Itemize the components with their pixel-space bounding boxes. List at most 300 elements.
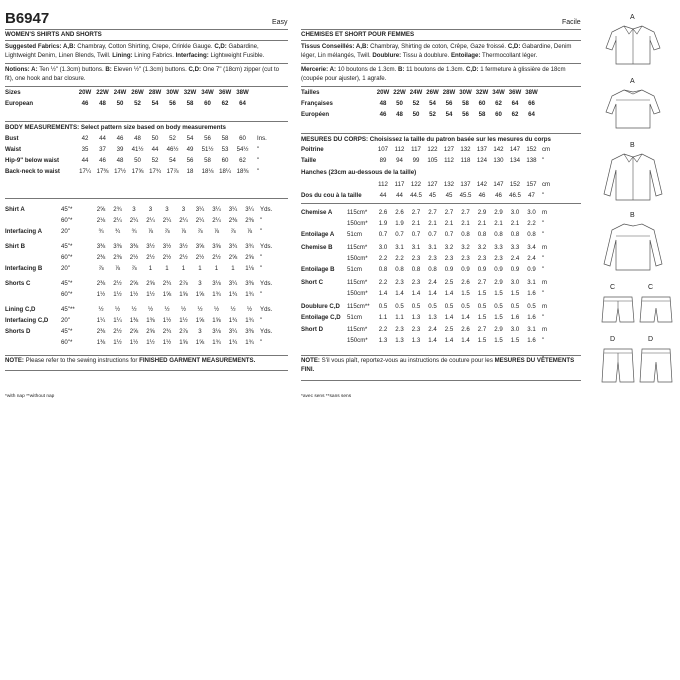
yardage-cell: 2.4 xyxy=(510,255,520,262)
yardage-cell: 1.3 xyxy=(395,337,404,344)
yardage-cell: 2¾ xyxy=(162,280,172,287)
size-cell: 26W xyxy=(131,89,144,96)
size-cell: 26W xyxy=(426,89,439,96)
yardage-cell: 1.4 xyxy=(444,314,454,321)
row-label: Chemise B xyxy=(301,244,333,251)
row-label: Shorts C xyxy=(5,280,31,287)
yardage-cell: 2.9 xyxy=(477,209,487,216)
size-cell: 36W xyxy=(508,89,522,96)
yardage-cell: 1.5 xyxy=(510,290,520,297)
yardage-cell: 2.4 xyxy=(527,255,536,262)
yardage-cell: 1.5 xyxy=(477,337,487,344)
unit-label: " xyxy=(542,314,545,321)
yardage-cell: 3⅛ xyxy=(212,328,221,335)
european-size-cell: 60 xyxy=(495,111,502,118)
yardage-cell: 0.5 xyxy=(527,303,536,310)
yardage-cell: 1.1 xyxy=(395,314,404,321)
yardage-cell: 3.3 xyxy=(494,244,503,251)
size-cell: 20W xyxy=(376,89,390,96)
unit-label: Yds. xyxy=(260,280,273,287)
french-size-cell: 48 xyxy=(379,100,387,107)
notions-en: Notions: A: Ten ½" (1.3cm) buttons. B: Eleven ½" (1.3cm) buttons. C,D: One 7" (18cm) zipper (cut to fit), one hook and bar closure. xyxy=(5,66,280,82)
measurement-cell: 137 xyxy=(476,146,488,153)
yardage-cell: 0.9 xyxy=(527,266,536,273)
yardage-cell: 2⅜ xyxy=(96,254,106,261)
yardage-cell: 2⅝ xyxy=(96,206,106,213)
yardage-cell: ¾ xyxy=(131,228,137,235)
yardage-cell: ½ xyxy=(147,306,154,313)
body-measurements-heading-fr: MESURES DU CORPS: Choisissez la taille du patron basée sur les mesures du corps xyxy=(301,136,551,143)
yardage-cell: 1½ xyxy=(162,339,172,346)
french-size-cell: 50 xyxy=(396,100,403,107)
yardage-cell: 2.9 xyxy=(494,209,503,216)
measurement-cell: 94 xyxy=(396,157,403,164)
hanches-row xyxy=(301,180,581,190)
measurement-cell: 46½ xyxy=(166,146,179,153)
unit-label: cm xyxy=(542,146,551,153)
size-cell: 38W xyxy=(525,89,538,96)
measurement-cell: 60 xyxy=(221,157,229,164)
yardage-cell: 2.3 xyxy=(444,255,454,262)
yardage-cell: 1.1 xyxy=(378,314,388,321)
yardage-cell: 1.4 xyxy=(428,290,437,297)
difficulty-en: Easy xyxy=(272,19,288,26)
yardage-cell: 2.3 xyxy=(395,326,404,333)
yardage-cell: 3½ xyxy=(146,243,155,250)
measurement-cell: 48 xyxy=(134,135,141,142)
yardage-cell: 1.4 xyxy=(395,290,404,297)
shorts-c-illustration xyxy=(598,294,678,326)
yardage-cell: 2.9 xyxy=(494,279,503,286)
shirt-a-back-illustration xyxy=(602,86,664,132)
fabric-width: 20" xyxy=(61,317,70,324)
section-title-fr: CHEMISES ET SHORT POUR FEMMES xyxy=(301,31,415,38)
yardage-cell: 3.3 xyxy=(510,244,520,251)
fabric-width: 60"* xyxy=(61,339,73,346)
yardage-cell: 3.4 xyxy=(527,244,536,251)
yardage-cell: 1.4 xyxy=(461,314,470,321)
unit-label: " xyxy=(257,146,260,153)
measurement-cell: 46 xyxy=(495,192,502,199)
measurement-cell: 122 xyxy=(427,146,438,153)
measurement-cell: 45 xyxy=(445,192,453,199)
yardage-cell: 2¼ xyxy=(162,217,172,224)
measurement-cell: 50 xyxy=(134,157,141,164)
yardage-cell: 0.7 xyxy=(395,231,404,238)
yardage-cell: 0.8 xyxy=(477,231,487,238)
yardage-cell: 1¾ xyxy=(228,291,238,298)
measurement-cell: 46 xyxy=(478,192,486,199)
yardage-cell: 1 xyxy=(148,265,153,272)
size-cell: 20W xyxy=(78,89,92,96)
unit-label: " xyxy=(260,339,263,346)
row-label: Interfacing B xyxy=(5,265,43,272)
yardage-cell: 2½ xyxy=(212,254,221,261)
yardage-cell: 2.9 xyxy=(494,326,503,333)
size-cell: 28W xyxy=(442,89,456,96)
yardage-cell: 2.5 xyxy=(444,326,454,333)
row-label: Shorts D xyxy=(5,328,31,335)
size-cell: 36W xyxy=(218,89,232,96)
yardage-cell: 1.4 xyxy=(444,337,454,344)
yardage-cell: 3.0 xyxy=(527,209,536,216)
yardage-cell: 3.1 xyxy=(395,244,404,251)
yardage-cell: 3.1 xyxy=(428,244,437,251)
measurement-cell: 147 xyxy=(509,146,521,153)
measurement-cell: 53 xyxy=(221,146,229,153)
yardage-cell: 3 xyxy=(198,280,202,287)
yardage-cell: 2.3 xyxy=(428,255,437,262)
size-chart-fr: Tailles 20W 22W 24W 26W 28W 30W 32W 34W 36W 38W Françaises 48 50 52 54 56 58 60 62 64 66 Européen 46 48 50 52 54 56 58 60 62 64 xyxy=(301,89,538,118)
view-label: D xyxy=(648,336,654,343)
yardage-cell: 1½ xyxy=(113,339,122,346)
yardage-cell: 1⅝ xyxy=(179,339,188,346)
yardage-cell: 2.6 xyxy=(395,209,404,216)
measurement-cell: 17⅝ xyxy=(131,168,144,175)
yardage-cell: 2.7 xyxy=(444,209,454,216)
measurement-cell: 44 xyxy=(99,135,106,142)
yardage-cell: ⅞ xyxy=(131,265,137,272)
yardage-cell: 0.5 xyxy=(395,303,404,310)
french-size-cell: 60 xyxy=(478,100,486,107)
measurement-cell: 127 xyxy=(443,146,455,153)
measurement-cell: 42 xyxy=(81,135,89,142)
yardage-cell: 1⅝ xyxy=(195,317,205,324)
row-label: Interfacing C,D xyxy=(5,317,49,324)
measurement-cell: 52 xyxy=(169,135,176,142)
yardage-cell: 1.3 xyxy=(411,337,421,344)
view-label: C xyxy=(648,284,654,291)
row-label: Waist xyxy=(5,146,22,153)
shirt-a-front-illustration xyxy=(602,22,664,68)
yardage-cell: 3¾ xyxy=(228,243,238,250)
french-section xyxy=(301,0,582,680)
yardage-cell: 1½ xyxy=(113,291,122,298)
measurement-cell: 112 xyxy=(394,146,405,153)
yardage-cell: 2.7 xyxy=(428,209,437,216)
measurement-cell: 17¼ xyxy=(79,168,91,175)
french-size-cell: 56 xyxy=(445,100,453,107)
yardage-cell: 0.5 xyxy=(494,303,503,310)
body-measurements-heading-en: BODY MEASUREMENTS: Select pattern size based on body measurements xyxy=(5,124,226,131)
shirt-b-back-illustration xyxy=(600,220,666,274)
yardage-cell: 1.3 xyxy=(378,337,388,344)
section-title-en: WOMEN'S SHIRTS AND SHORTS xyxy=(5,31,102,38)
european-size-cell: 50 xyxy=(412,111,420,118)
yardage-cell: ⅞ xyxy=(114,265,121,272)
unit-label: Yds. xyxy=(260,243,273,250)
fabric-width: 115cm* xyxy=(347,279,368,286)
european-size-cell: 62 xyxy=(221,100,229,107)
yardage-cell: 2½ xyxy=(129,254,139,261)
shorts-d-illustration xyxy=(598,346,678,386)
yardage-cell: 1.6 xyxy=(527,337,536,344)
yardage-cell: 3⅜ xyxy=(113,243,122,250)
measurement-cell: 58 xyxy=(221,135,229,142)
measurement-cell: 46 xyxy=(116,135,124,142)
measurement-cell: 45.5 xyxy=(459,192,472,199)
footnote-fr: *avec sens **sans sens xyxy=(301,394,352,399)
measurement-cell: 41½ xyxy=(131,146,144,153)
yardage-cell: 1.5 xyxy=(494,314,503,321)
measurement-cell: 157 xyxy=(526,181,537,188)
yardage-cell: 1.5 xyxy=(461,290,470,297)
row-label: Poitrine xyxy=(301,146,324,153)
unit-label: Yds. xyxy=(260,206,273,213)
yardage-cell: 1.4 xyxy=(378,290,388,297)
european-size-cell: 56 xyxy=(462,111,469,118)
yardage-cell: 1½ xyxy=(146,291,155,298)
yardage-cell: 1¼ xyxy=(96,317,106,324)
yardage-cell: 3.0 xyxy=(510,279,520,286)
yardage-cell: 3.1 xyxy=(527,326,536,333)
yardage-cell: 2.1 xyxy=(428,220,437,227)
yardage-cell: 3.2 xyxy=(461,244,470,251)
unit-label: m xyxy=(542,209,548,216)
yardage-cell: 2.3 xyxy=(494,255,503,262)
yardage-cell: 1⅜ xyxy=(146,317,155,324)
yardage-cell: 3.0 xyxy=(510,209,520,216)
yardage-cell: 2⅛ xyxy=(96,217,106,224)
yardage-cell: 2.2 xyxy=(395,255,404,262)
yardage-cell: 1½ xyxy=(162,317,172,324)
yardage-cell: 2.7 xyxy=(477,279,487,286)
yardage-cell: 3.2 xyxy=(477,244,487,251)
yardage-cell: 1¼ xyxy=(113,317,122,324)
european-size-cell: 48 xyxy=(99,100,106,107)
yardage-cell: 1⅜ xyxy=(129,317,139,324)
row-label: Doublure C,D xyxy=(301,303,340,310)
yardage-cell: ¾ xyxy=(114,228,121,235)
yardage-cell: 0.9 xyxy=(461,266,470,273)
yardage-cell: 0.8 xyxy=(378,266,388,273)
size-cell: 32W xyxy=(183,89,197,96)
unit-label: m xyxy=(542,303,548,310)
measurement-cell: 142 xyxy=(493,146,504,153)
yardage-cell: 3⅜ xyxy=(96,243,106,250)
measurement-cell: 44 xyxy=(379,192,387,199)
yardage-cell: 2¼ xyxy=(212,217,221,224)
unit-label: " xyxy=(260,217,263,224)
yardage-cell: 1⅝ xyxy=(212,317,221,324)
measurement-cell: 35 xyxy=(81,146,89,153)
french-size-cell: 58 xyxy=(462,100,469,107)
body-measurements-table-fr xyxy=(301,145,581,167)
yardage-cell: ½ xyxy=(98,306,104,313)
yardage-cell: 2.2 xyxy=(378,326,388,333)
measurement-cell: 49 xyxy=(186,146,194,153)
yardage-cell: 2.1 xyxy=(477,220,487,227)
yardage-cell: 0.7 xyxy=(428,231,437,238)
measurement-cell: 132 xyxy=(460,146,471,153)
size-cell: 22W xyxy=(96,89,109,96)
unit-label: " xyxy=(257,157,260,164)
yardage-cell: 3 xyxy=(132,206,136,213)
french-size-cell: 52 xyxy=(412,100,420,107)
measurement-cell: 17¾ xyxy=(149,168,161,175)
yardage-cell: 1.4 xyxy=(428,337,437,344)
european-size-cell: 50 xyxy=(116,100,124,107)
yardage-cell: 2.3 xyxy=(411,255,421,262)
unit-label: " xyxy=(260,265,263,272)
yardage-cell: 2⅞ xyxy=(179,328,188,335)
measurement-cell: 99 xyxy=(412,157,420,164)
measurement-cell: 18⅛ xyxy=(201,168,214,175)
european-size-cell: 64 xyxy=(239,100,246,107)
european-size-cell: 52 xyxy=(134,100,141,107)
yardage-cell: 2⅝ xyxy=(129,328,139,335)
size-cell: 30W xyxy=(166,89,179,96)
suggested-fabrics-fr: Tissus Conseillés: A,B: Chambray, Shirting de coton, Crêpe, Gaze froissé. C,D: Gabardine, Denim léger, Lin mélangés, Twill. Doublure: Tissu à doublure. Entoilage: Thermocollant léger. xyxy=(301,43,572,59)
yardage-cell: 2⅝ xyxy=(146,280,155,287)
yardage-cell: 0.8 xyxy=(527,231,536,238)
row-label: Chemise A xyxy=(301,209,333,216)
fabric-width: 115cm* xyxy=(347,326,368,333)
measurement-cell: 137 xyxy=(460,181,471,188)
yardage-cell: 2.7 xyxy=(461,209,470,216)
yardage-cell: 3¼ xyxy=(245,206,254,213)
yardage-table-fr xyxy=(301,205,581,355)
yardage-cell: 3 xyxy=(165,206,169,213)
measurement-cell: 134 xyxy=(509,157,521,164)
measurement-cell: 54 xyxy=(169,157,176,164)
european-size-cell: 62 xyxy=(511,111,519,118)
yardage-cell: 1½ xyxy=(96,291,106,298)
yardage-cell: 1 xyxy=(214,265,219,272)
measurement-cell: 39 xyxy=(116,146,124,153)
yardage-cell: 1½ xyxy=(179,317,188,324)
yardage-cell: 2¼ xyxy=(129,217,139,224)
row-label: Entoilage B xyxy=(301,266,335,273)
yardage-cell: 1.5 xyxy=(477,290,487,297)
yardage-cell: ⅞ xyxy=(213,228,220,235)
measurement-cell: 105 xyxy=(427,157,438,164)
row-label: Back-neck to waist xyxy=(5,168,60,175)
yardage-cell: 1⅝ xyxy=(195,339,205,346)
size-chart-en: Sizes 20W 22W 24W 26W 28W 30W 32W 34W 36W 38W European 46 48 50 52 54 56 58 60 62 64 xyxy=(5,89,249,107)
yardage-cell: 1.4 xyxy=(444,290,454,297)
row-label: Bust xyxy=(5,135,19,142)
unit-label: " xyxy=(260,228,263,235)
yardage-cell: 3.2 xyxy=(444,244,454,251)
yardage-cell: 2½ xyxy=(179,254,188,261)
measurement-cell: 18⅜ xyxy=(236,168,249,175)
view-label: A xyxy=(630,78,635,85)
yardage-cell: 0.9 xyxy=(477,266,487,273)
fabric-width: 60"* xyxy=(61,291,73,298)
pattern-number: B6947 xyxy=(5,10,50,27)
yardage-cell: 3⅜ xyxy=(245,280,254,287)
yardage-table-en xyxy=(5,205,288,355)
french-size-cell: 54 xyxy=(429,100,436,107)
yardage-cell: 1.6 xyxy=(510,314,520,321)
yardage-cell: 1.4 xyxy=(411,290,421,297)
fabric-width: 45"* xyxy=(61,206,73,213)
unit-label: m xyxy=(542,279,548,286)
yardage-cell: 2¼ xyxy=(195,217,205,224)
fabric-width: 45"** xyxy=(61,306,75,313)
measurement-cell: 51½ xyxy=(201,146,214,153)
fabric-width: 20" xyxy=(61,265,70,272)
yardage-cell: ⅞ xyxy=(246,228,253,235)
measurement-cell: 152 xyxy=(509,181,521,188)
view-label: C xyxy=(610,284,616,291)
measurement-cell: 17⅞ xyxy=(166,168,179,175)
yardage-cell: 1.5 xyxy=(477,314,487,321)
yardage-cell: 2¾ xyxy=(113,206,122,213)
fabric-width: 45"* xyxy=(61,280,73,287)
yardage-cell: 2⅜ xyxy=(96,280,106,287)
european-size-cell: 54 xyxy=(151,100,159,107)
yardage-cell: ½ xyxy=(230,306,236,313)
yardage-cell: 0.5 xyxy=(461,303,470,310)
french-size-cell: 66 xyxy=(528,100,535,107)
yardage-cell: 2½ xyxy=(162,254,172,261)
yardage-cell: 0.8 xyxy=(461,231,470,238)
yardage-cell: 1.9 xyxy=(395,220,404,227)
unit-label: " xyxy=(542,231,545,238)
row-label: Shirt B xyxy=(5,243,25,250)
size-cell: 22W xyxy=(393,89,406,96)
row-label: Short C xyxy=(301,279,324,286)
yardage-cell: 2.3 xyxy=(461,255,470,262)
european-size-cell: 46 xyxy=(379,111,387,118)
yardage-cell: 3¼ xyxy=(228,206,238,213)
yardage-cell: 0.8 xyxy=(395,266,404,273)
measurement-cell: 18 xyxy=(186,168,194,175)
measurement-cell: 138 xyxy=(526,157,537,164)
view-label: B xyxy=(630,142,635,149)
yardage-cell: 1¾ xyxy=(245,317,254,324)
note-fr: NOTE: S'il vous plaît, reportez-vous au instructions de couture pour les MESURES DU VÊTEMENTS FINI. xyxy=(301,357,575,373)
european-size-cell: 48 xyxy=(396,111,403,118)
fabric-width: 60"* xyxy=(61,217,73,224)
measurement-cell: 58 xyxy=(204,157,211,164)
row-label: Entoilage C,D xyxy=(301,314,341,321)
measurement-cell: 56 xyxy=(204,135,211,142)
yardage-cell: ½ xyxy=(246,306,253,313)
dos-row: Dos du cou à la taille 44 44 44.5 45 45 45.5 46 46 46.5 47 " xyxy=(301,192,545,199)
yardage-cell: 2.7 xyxy=(477,326,487,333)
yardage-cell: 1.9 xyxy=(378,220,388,227)
measurement-cell: 147 xyxy=(493,181,504,188)
yardage-cell: 3.1 xyxy=(411,244,421,251)
yardage-cell: 0.8 xyxy=(494,231,503,238)
view-label: D xyxy=(610,336,616,343)
yardage-cell: 2⅜ xyxy=(96,328,106,335)
yardage-cell: 0.9 xyxy=(510,266,520,273)
unit-label: " xyxy=(542,220,545,227)
yardage-cell: 1⅝ xyxy=(162,291,172,298)
size-cell: 34W xyxy=(201,89,214,96)
notions-fr: Mercerie: A: 10 boutons de 1.3cm. B: 11 boutons de 1.3cm. C,D: 1 fermeture à glissière de 18cm (coupée pour ajuster), 1 agrafe. xyxy=(301,66,566,82)
yardage-cell: 2.3 xyxy=(411,279,421,286)
yardage-cell: ⅞ xyxy=(197,228,203,235)
european-size-cell: 56 xyxy=(169,100,176,107)
european-size-cell: 58 xyxy=(186,100,194,107)
unit-label: " xyxy=(260,254,263,261)
yardage-cell: 2.1 xyxy=(411,220,421,227)
yardage-cell: 0.5 xyxy=(477,303,487,310)
measurement-cell: 112 xyxy=(378,181,388,188)
yardage-cell: 0.8 xyxy=(428,266,437,273)
yardage-cell: 2.2 xyxy=(378,255,388,262)
yardage-cell: 2½ xyxy=(146,254,155,261)
european-size-cell: 46 xyxy=(81,100,89,107)
view-label: A xyxy=(630,14,635,21)
yardage-cell: 3⅝ xyxy=(212,243,221,250)
yardage-cell: 2⅜ xyxy=(113,254,122,261)
